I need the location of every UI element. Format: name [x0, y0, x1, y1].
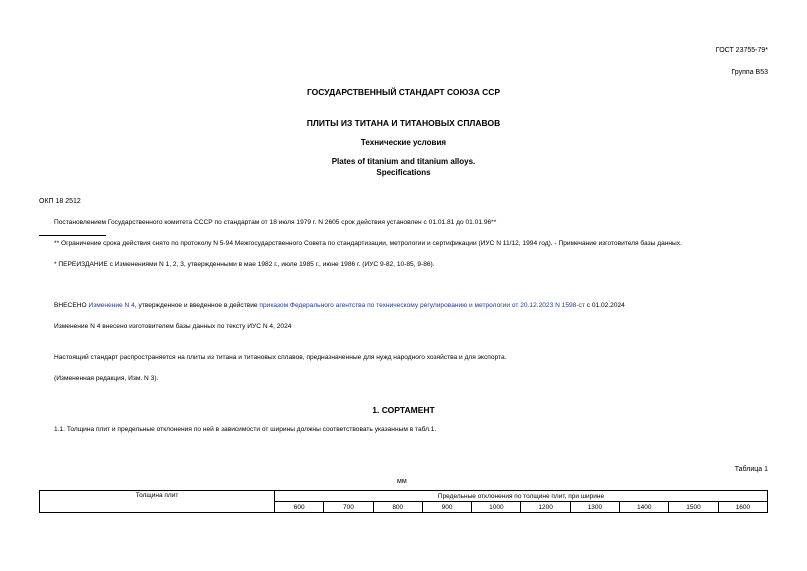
footnote-divider — [39, 235, 106, 236]
width-cell: 700 — [324, 502, 373, 513]
width-cell: 800 — [373, 502, 422, 513]
group-code: Группа В53 — [731, 69, 768, 76]
width-cell: 1000 — [472, 502, 521, 513]
okp-code: ОКП 18 2512 — [39, 198, 81, 205]
doc-number: ГОСТ 23755-79* — [715, 47, 768, 54]
decree-link[interactable]: приказом Федерального агентства по техническому регулированию и метрологии от 20.12.2023 N 1598-ст — [259, 302, 585, 309]
decree-text: Постановлением Государственного комитета СССР по стандартам от 18 июля 1979 г. N 2605 срок действия установлен с 01.01.81 до 01.01.96** — [54, 219, 497, 226]
amendment-note: Изменение N 4 внесено изготовителем базы данных по тексту ИУС N 4, 2024 — [54, 323, 292, 330]
state-standard-title: ГОСУДАРСТВЕННЫЙ СТАНДАРТ СОЮЗА ССР — [306, 87, 501, 97]
width-cell: 1300 — [570, 502, 619, 513]
header-thickness: Толщина плит — [40, 491, 275, 513]
amendment-4-link[interactable]: Изменение N 4 — [88, 302, 135, 309]
scope-text: Настоящий стандарт распространяется на плиты из титана и титановых сплавов, предназначенные для нужд народного хозяйства и для экспорта. — [54, 354, 507, 361]
footnote-double-star: ** Ограничение срока действия снято по протоколу N 5-94 Межгосударственного Совета по стандартизации, метрологии и сертификации (ИУС N 11/12, 1994 год). - Примечание изготовителя базы данных. — [54, 240, 682, 247]
width-cell: 1400 — [620, 502, 669, 513]
amendment-prefix: ВНЕСЕНО — [54, 302, 89, 309]
english-title-line1: Plates of titanium and titanium alloys. — [331, 157, 476, 166]
amendment-line — [54, 302, 625, 309]
table-1 — [39, 490, 768, 513]
clause-1-1: 1.1. Толщина плит и предельные отклонения по ней в зависимости от ширины должны соответствовать указанным в табл.1. — [54, 426, 437, 433]
table-caption: Таблица 1 — [734, 466, 768, 473]
width-cell: 1600 — [718, 502, 767, 513]
subtitle: Технические условия — [360, 138, 447, 147]
table-unit: мм — [397, 478, 407, 485]
width-cell: 600 — [275, 502, 324, 513]
table-header-row — [40, 491, 768, 502]
footnote-single-star: * ПЕРЕИЗДАНИЕ с Изменениями N 1, 2, 3, утвержденными в мае 1982 г., июле 1985 г., июне 1986 г. (ИУС 9-82, 10-85, 9-86). — [54, 261, 435, 268]
revision-note: (Измененная редакция, Изм. N 3). — [54, 375, 159, 382]
main-title: ПЛИТЫ ИЗ ТИТАНА И ТИТАНОВЫХ СПЛАВОВ — [306, 118, 501, 128]
section-heading: 1. СОРТАМЕНТ — [372, 405, 435, 415]
width-cell: 1200 — [521, 502, 570, 513]
amendment-middle: , утвержденное и введенное в действие — [134, 302, 260, 309]
width-cell: 900 — [422, 502, 471, 513]
english-title-line2: Specifications — [376, 168, 431, 177]
width-cell: 1500 — [669, 502, 718, 513]
header-deviations: Предельные отклонения по толщине плит, при ширине — [275, 491, 768, 502]
amendment-suffix: с 01.02.2024 — [584, 302, 625, 309]
